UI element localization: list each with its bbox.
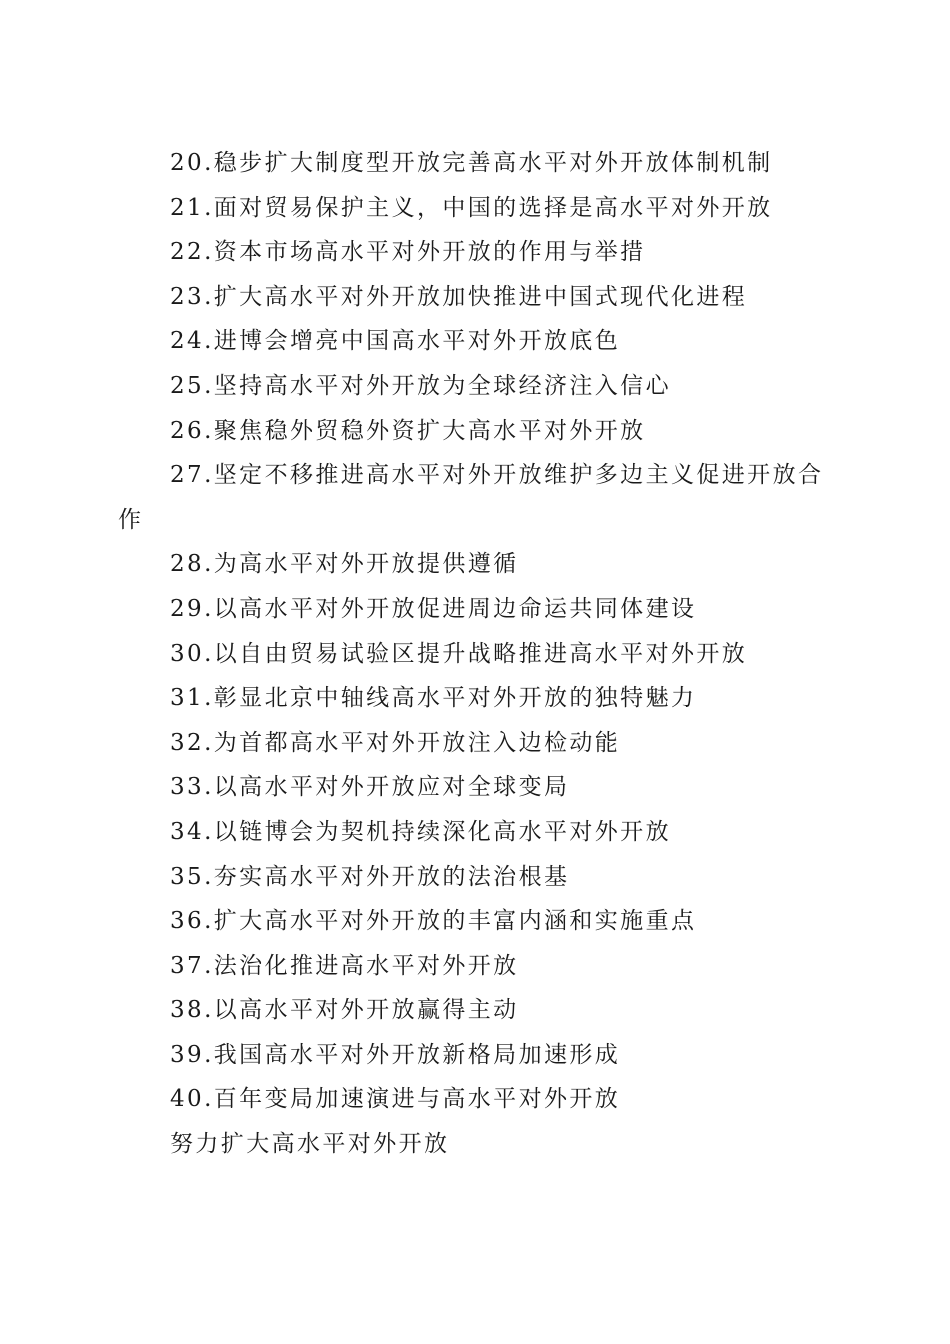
list-item: 22.资本市场高水平对外开放的作用与举措	[170, 239, 646, 266]
list-item: 29.以高水平对外开放促进周边命运共同体建设	[170, 595, 697, 622]
list-item: 32.为首都高水平对外开放注入边检动能	[170, 729, 621, 756]
list-item: 34.以链博会为契机持续深化高水平对外开放	[170, 818, 671, 845]
list-item: 33.以高水平对外开放应对全球变局	[170, 774, 570, 801]
list-item: 25.坚持高水平对外开放为全球经济注入信心	[170, 372, 671, 399]
list-item: 28.为高水平对外开放提供遵循	[170, 551, 519, 578]
list-item: 35.夯实高水平对外开放的法治根基	[170, 863, 570, 890]
list-item: 31.彰显北京中轴线高水平对外开放的独特魅力	[170, 685, 697, 712]
list-item: 38.以高水平对外开放赢得主动	[170, 997, 519, 1024]
list-item: 24.进博会增亮中国高水平对外开放底色	[170, 328, 621, 355]
list-item: 39.我国高水平对外开放新格局加速形成	[170, 1041, 621, 1068]
list-item: 26.聚焦稳外贸稳外资扩大高水平对外开放	[170, 417, 646, 444]
list-item: 20.稳步扩大制度型开放完善高水平对外开放体制机制	[170, 150, 773, 176]
list-item: 36.扩大高水平对外开放的丰富内涵和实施重点	[170, 908, 697, 935]
list-item: 21.面对贸易保护主义，中国的选择是高水平对外开放	[170, 194, 773, 221]
list-item: 30.以自由贸易试验区提升战略推进高水平对外开放	[170, 640, 748, 667]
list-item: 37.法治化推进高水平对外开放	[170, 952, 519, 979]
closing-heading: 努力扩大高水平对外开放	[170, 1131, 450, 1158]
list-item: 23.扩大高水平对外开放加快推进中国式现代化进程	[170, 283, 748, 310]
list-item: 27.坚定不移推进高水平对外开放维护多边主义促进开放合作	[118, 462, 824, 533]
list-item: 40.百年变局加速演进与高水平对外开放	[170, 1086, 621, 1113]
document-body	[118, 141, 830, 1167]
